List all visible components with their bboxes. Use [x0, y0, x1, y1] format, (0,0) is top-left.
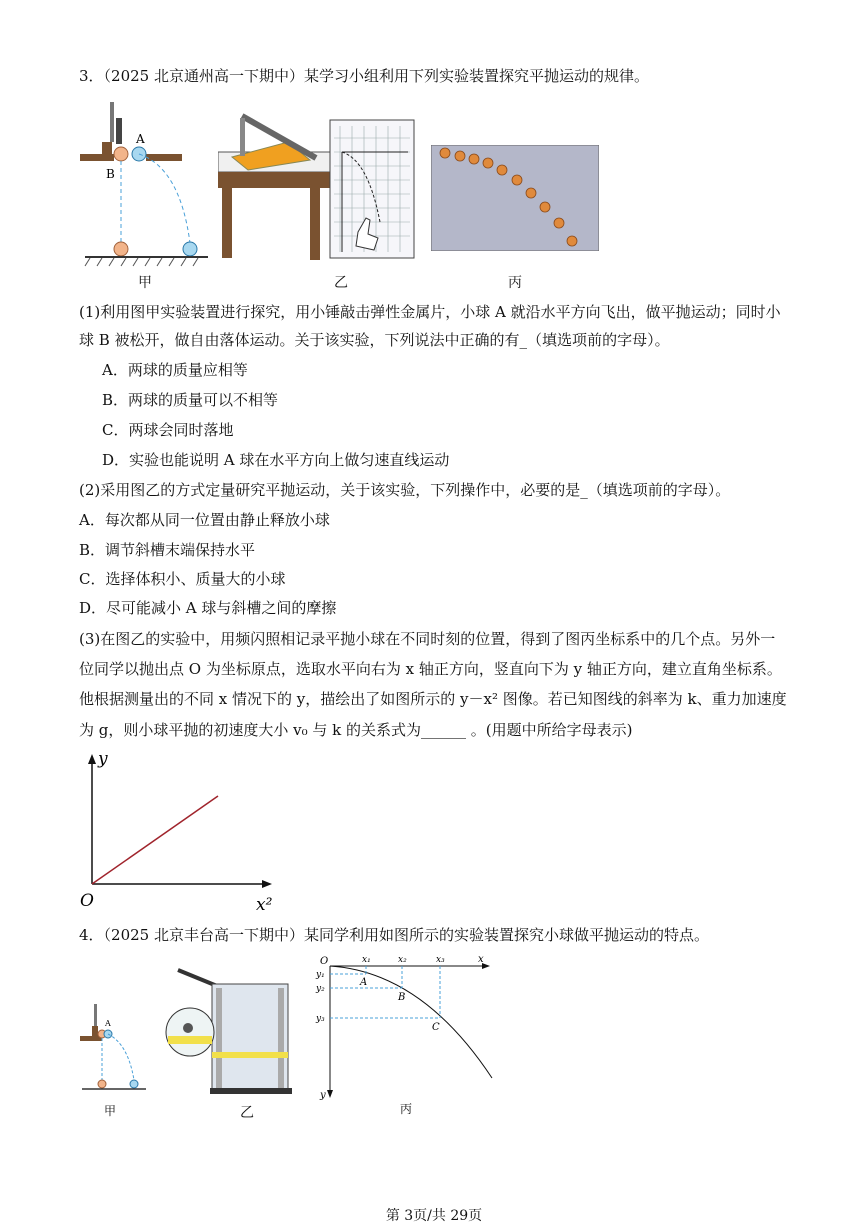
graph-line [92, 796, 218, 884]
support-right [146, 154, 182, 161]
table-leg-left [222, 188, 232, 258]
chute-stand [240, 118, 245, 156]
q4-fig-yi [160, 962, 296, 1096]
tick-y1: y₁ [316, 970, 325, 980]
ground-hatching [85, 258, 198, 266]
q3-p2-option-a: A．每次都从同一位置由静止释放小球 [79, 511, 330, 529]
hammer-head [116, 118, 122, 144]
q4-header: 4．（2025 北京丰台高一下期中）某同学利用如图所示的实验装置探究小球做平抛运动的特点。 [79, 926, 709, 944]
label-a: A [136, 132, 145, 146]
projectile-path [139, 154, 190, 243]
tick-x3: x₃ [436, 955, 445, 965]
photo-dot [483, 158, 493, 168]
photo-dot [512, 175, 522, 185]
point-c-label: C [432, 1022, 440, 1033]
q3-fig-bing [431, 145, 599, 251]
photo-dot [497, 165, 507, 175]
point-b-label: B [398, 992, 406, 1003]
q3-p3-line1: (3)在图乙的实验中，用频闪照相记录平抛小球在不同时刻的位置，得到了图丙坐标系中的几个点。另外一 [79, 630, 776, 648]
catch-bar [212, 1052, 288, 1058]
q3-fig-label-yi: 乙 [334, 275, 348, 291]
graph-x-arrow [262, 880, 272, 888]
ball-a-landed [130, 1080, 138, 1088]
q3-y-x2-graph [76, 748, 286, 914]
board-base [210, 1088, 292, 1094]
photo-dot [567, 236, 577, 246]
support-block [102, 142, 112, 156]
ball-b-landed [98, 1080, 106, 1088]
q4-fig-label-jia: 甲 [104, 1104, 117, 1118]
photo-dot [554, 218, 564, 228]
q3-p3-line3: 他根据测量出的不同 x 情况下的 y，描绘出了如图所示的 y－x² 图像。若已知图线的斜率为 k、重力加速度 [79, 690, 787, 708]
q3-p3-line4: 为 g，则小球平抛的初速度大小 v₀ 与 k 的关系式为______ 。(用题中所给字母表示) [79, 721, 633, 739]
graph-y-arrow [88, 754, 96, 764]
photo-dot [469, 154, 479, 164]
photo-background [431, 145, 599, 251]
photo-dot [526, 188, 536, 198]
q3-p1-line2: 球 B 被松开，做自由落体运动。关于该实验，下列说法中正确的有_（填选项前的字母）。 [79, 331, 670, 349]
q3-p2-option-b: B．调节斜槽末端保持水平 [79, 541, 256, 559]
tick-y3: y₃ [316, 1014, 325, 1024]
q3-p1-option-c: C．两球会同时落地 [102, 421, 234, 439]
q4-fig-label-yi: 乙 [240, 1105, 254, 1121]
support-block [92, 1026, 98, 1036]
q3-fig-label-bing: 丙 [508, 275, 522, 291]
q3-fig-yi [218, 112, 418, 262]
photo-dot [440, 148, 450, 158]
coord-y-arrow [327, 1090, 333, 1098]
board-rail-left [216, 988, 222, 1088]
q3-p2-option-d: D．尽可能减小 A 球与斜槽之间的摩擦 [79, 599, 337, 617]
board-rail-right [278, 988, 284, 1088]
tick-x1: x₁ [362, 955, 371, 965]
q3-p3-line2: 位同学以抛出点 O 为坐标原点，选取水平向右为 x 轴正方向，竖直向下为 y 轴正方向，建立直角坐标系。 [79, 660, 782, 678]
label-a: A [105, 1019, 111, 1028]
photo-dot [455, 151, 465, 161]
q3-p1-option-d: D．实验也能说明 A 球在水平方向上做匀速直线运动 [102, 451, 450, 469]
q3-fig-label-jia: 甲 [138, 275, 152, 291]
magnifier-ball [183, 1023, 193, 1033]
q3-p1-option-a: A．两球的质量应相等 [102, 361, 248, 379]
q3-p1-option-b: B．两球的质量可以不相等 [102, 391, 279, 409]
trajectory-curve [330, 966, 492, 1078]
graph-x-label: x² [256, 895, 273, 914]
q3-p1-line1: (1)利用图甲实验装置进行探究，用小锤敲击弹性金属片，小球 A 就沿水平方向飞出，做平抛运动；同时小 [79, 303, 781, 321]
label-b: B [106, 167, 115, 181]
q4-fig-bing [312, 950, 498, 1100]
hammer-handle [94, 1004, 97, 1028]
hammer-handle [110, 102, 114, 142]
q3-p2-option-c: C．选择体积小、质量大的小球 [79, 570, 286, 588]
table-apron [218, 172, 330, 188]
coord-x-label: x [478, 954, 484, 965]
coord-origin-label: O [320, 956, 329, 967]
graph-y-label: y [98, 749, 108, 769]
page-footer: 第 3页/共 29页 [385, 1208, 483, 1224]
magnifier-bar [168, 1036, 212, 1044]
point-a-label: A [360, 977, 368, 988]
ball-b [114, 147, 128, 161]
coord-y-label: y [320, 1090, 326, 1100]
q3-p2-line1: (2)采用图乙的方式定量研究平抛运动，关于该实验，下列操作中，必要的是_（填选项前的字母）。 [79, 481, 731, 499]
photo-dot [540, 202, 550, 212]
q3-fig-jia [80, 98, 210, 270]
projectile-path [108, 1034, 134, 1080]
graph-origin-label: O [80, 891, 94, 911]
q4-fig-label-bing: 丙 [400, 1102, 413, 1116]
q4-fig-jia [78, 1000, 150, 1096]
tick-y2: y₂ [316, 984, 325, 994]
tick-x2: x₂ [398, 955, 407, 965]
q3-header: 3．（2025 北京通州高一下期中）某学习小组利用下列实验装置探究平抛运动的规律。 [79, 67, 649, 85]
board [212, 984, 288, 1092]
ball-b-landed [114, 242, 128, 256]
ball-a-landed [183, 242, 197, 256]
